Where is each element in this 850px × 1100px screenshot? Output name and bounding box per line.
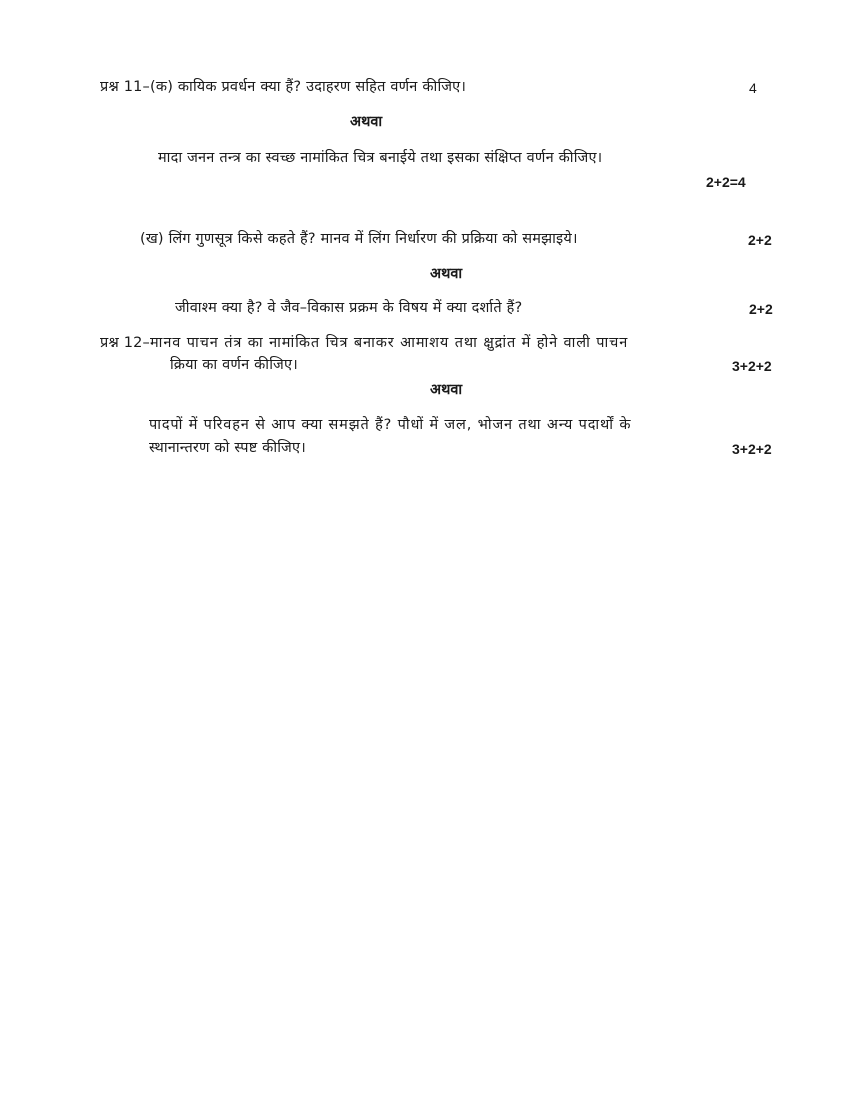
question-12-alternative-line-2: स्थानान्तरण को स्पष्ट कीजिए। — [149, 440, 306, 456]
question-11a — [100, 77, 466, 97]
question-number: प्रश्न 12– — [100, 335, 151, 351]
marks: 2+2 — [749, 301, 773, 317]
question-text-line-1: मानव पाचन तंत्र का नामांकित चित्र बनाकर आमाशय तथा क्षुद्रांत में होने वाली पाचन — [150, 335, 629, 351]
marks: 3+2+2 — [732, 358, 772, 374]
question-11a-alternative: मादा जनन तन्त्र का स्वच्छ नामांकित चित्र बनाईये तथा इसका संक्षिप्त वर्णन कीजिए। — [158, 150, 603, 166]
question-12 — [100, 333, 800, 353]
question-text: लिंग गुणसूत्र किसे कहते हैं? मानव में लिंग निर्धारण की प्रक्रिया को समझाइये। — [168, 231, 578, 247]
question-12-alternative-line-1: पादपों में परिवहन से आप क्या समझते हैं? पौधों में जल, भोजन तथा अन्य पदार्थों के — [149, 417, 632, 433]
marks: 2+2 — [748, 232, 772, 248]
question-number: प्रश्न 11–(क) — [100, 79, 174, 95]
question-11b — [140, 229, 578, 249]
question-11b-alternative: जीवाश्म क्या है? वे जैव–विकास प्रक्रम के विषय में क्या दर्शाते हैं? — [175, 300, 523, 316]
marks: 4 — [749, 80, 757, 96]
question-number: (ख) — [140, 231, 164, 247]
or-label: अथवा — [350, 114, 383, 130]
question-text: कायिक प्रवर्धन क्या हैं? उदाहरण सहित वर्णन कीजिए। — [177, 79, 467, 95]
or-label: अथवा — [430, 382, 463, 398]
question-12-line-2: क्रिया का वर्णन कीजिए। — [170, 357, 298, 373]
or-label: अथवा — [430, 266, 463, 282]
marks: 2+2=4 — [706, 174, 746, 190]
marks: 3+2+2 — [732, 441, 772, 457]
